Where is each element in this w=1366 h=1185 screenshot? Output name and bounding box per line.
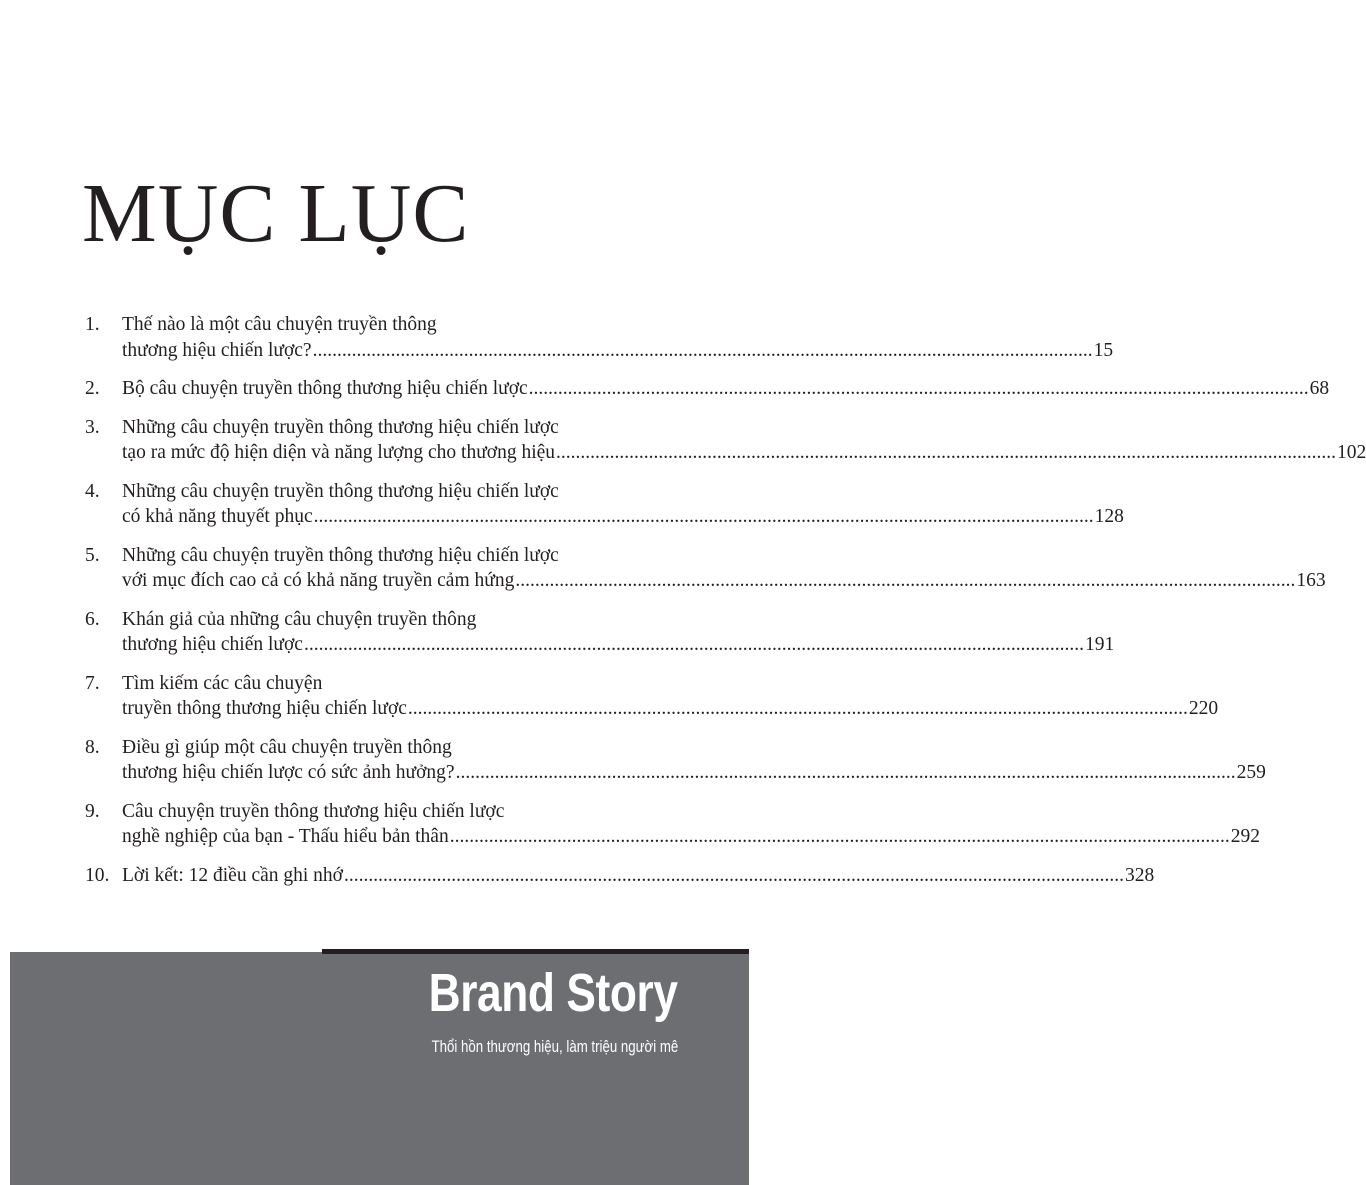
page-title: MỤC LỤC <box>82 167 470 260</box>
toc-entry-6 <box>85 607 1115 658</box>
toc-page-number: 292 <box>1230 826 1260 847</box>
toc-page-number: 191 <box>1084 634 1115 655</box>
toc-page-number: 15 <box>1093 339 1114 361</box>
toc-title-line: tạo ra mức độ hiện diện và năng lượng cho thương hiệu <box>122 442 556 463</box>
toc-page-number: 259 <box>1236 762 1266 783</box>
toc-title-line: Bộ câu chuyện truyền thông thương hiệu chiến lược <box>122 378 528 399</box>
toc-number: 1. <box>85 314 100 335</box>
toc-number: 7. <box>85 672 100 694</box>
toc-title-line: Lời kết: 12 điều cần ghi nhớ <box>122 864 343 886</box>
dot-leader: ................................................................................................................................................................ <box>344 864 1124 886</box>
toc-entry-8 <box>85 735 1266 786</box>
toc-title-line: thương hiệu chiến lược? <box>122 339 312 361</box>
toc-entry-9 <box>85 799 1260 850</box>
toc-number: 10. <box>85 864 110 886</box>
toc-entry-7 <box>85 671 1219 722</box>
dot-leader: ................................................................................................................................................................ <box>312 339 1093 361</box>
toc-title-line: Khán giả của những câu chuyện truyền thông <box>122 608 477 630</box>
toc-title-line: Những câu chuyện truyền thông thương hiệu chiến lược <box>122 416 559 438</box>
toc-title-line: thương hiệu chiến lược có sức ảnh hưởng? <box>122 762 455 783</box>
toc-title-line: Câu chuyện truyền thông thương hiệu chiến lược <box>122 800 505 822</box>
toc-entry-2 <box>85 376 1330 402</box>
toc-title-line: có khả năng thuyết phục <box>122 506 313 527</box>
toc-entry-10 <box>85 863 1155 889</box>
toc-entry-3 <box>85 415 1366 466</box>
toc-title-line: Tìm kiếm các câu chuyện <box>122 672 323 694</box>
toc-page-number: 102 <box>1337 442 1366 463</box>
toc-page-number: 128 <box>1094 506 1124 527</box>
toc-title-line: Điều gì giúp một câu chuyện truyền thông <box>122 736 452 758</box>
table-of-contents <box>85 312 1366 901</box>
toc-title-line: Những câu chuyện truyền thông thương hiệu chiến lược <box>122 480 559 502</box>
toc-entry-1 <box>85 312 1114 363</box>
toc-entry-4 <box>85 479 1124 530</box>
toc-number: 2. <box>85 378 100 399</box>
dot-leader: ................................................................................................................................................................ <box>528 378 1309 399</box>
dot-leader: ................................................................................................................................................................ <box>455 762 1236 783</box>
toc-number: 6. <box>85 608 100 630</box>
toc-title-line: nghề nghiệp của bạn - Thấu hiểu bản thân <box>122 826 449 847</box>
toc-page-number: 163 <box>1296 570 1326 591</box>
dot-leader: ................................................................................................................................................................ <box>313 506 1094 527</box>
toc-title-line: Thế nào là một câu chuyện truyền thông <box>122 314 437 335</box>
dot-leader: ................................................................................................................................................................ <box>515 570 1296 591</box>
toc-number: 8. <box>85 736 100 758</box>
toc-page-number: 328 <box>1125 864 1155 886</box>
dot-leader: ................................................................................................................................................................ <box>303 634 1084 655</box>
dot-leader: ................................................................................................................................................................ <box>407 698 1188 719</box>
toc-number: 9. <box>85 800 100 822</box>
toc-title-line: thương hiệu chiến lược <box>122 634 303 655</box>
toc-title-line: với mục đích cao cả có khả năng truyền cảm hứng <box>122 570 515 591</box>
toc-number: 5. <box>85 544 100 566</box>
toc-page-number: 220 <box>1188 698 1219 719</box>
brand-title: Brand Story <box>429 963 678 1023</box>
toc-page-number: 68 <box>1309 378 1330 399</box>
brand-tagline: Thổi hồn thương hiệu, làm triệu người mê <box>431 1037 678 1056</box>
toc-title-line: Những câu chuyện truyền thông thương hiệu chiến lược <box>122 544 559 566</box>
toc-number: 4. <box>85 480 100 502</box>
dot-leader: ................................................................................................................................................................ <box>556 442 1337 463</box>
brand-divider-rule <box>322 949 749 954</box>
dot-leader: ................................................................................................................................................................ <box>449 826 1230 847</box>
toc-entry-5 <box>85 543 1326 594</box>
toc-title-line: truyền thông thương hiệu chiến lược <box>122 698 407 719</box>
toc-number: 3. <box>85 416 100 438</box>
